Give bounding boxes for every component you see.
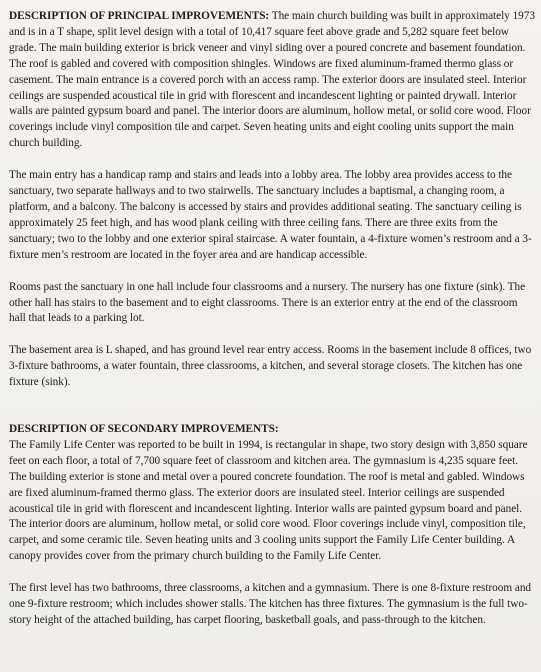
principal-paragraph-1-text: The main church building was built in approximately 1973 and is in a T shape, split level design with a total of 10,417 square feet above grade and 5,282 square feet below grade. The main building exterior is brick veneer and vinyl siding over a poured concrete and basement foundation. The roof is gabled and covered with composition shingles. Windows are fixed aluminum-framed thermo glass or casement. The main entrance is a covered porch with an access ramp. The exterior doors are insulated steel. Interior ceilings are suspended acoustical tile in grid with florescent and incandescent lighting or painted drywall. Interior walls are painted gypsum board and panel. The interior doors are aluminum, hollow metal, or solid core wood. Floor coverings include vinyl composition tile and carpet. Seven heating units and eight cooling units support the main church building. <box>9 10 535 150</box>
secondary-paragraph-2: The first level has two bathrooms, three classrooms, a kitchen and a gymnasium. There is one 8-fixture restroom and one 9-fixture restroom; which includes shower stalls. The kitchen has three fixtures. The gymnasium is the full two-story height of the attached building, has carpet flooring, basketball goals, and pass-through to the kitchen. <box>9 582 532 626</box>
secondary-paragraph-1: The Family Life Center was reported to be built in 1994, is rectangular in shape, two story design with 3,850 square feet on each floor, a total of 7,700 square feet of classroom and kitchen area. The gymnasium is 4,235 square feet. The building exterior is stone and metal over a poured concrete foundation. The roof is metal and gabled. Windows are fixed aluminum-framed thermo glass. The exterior doors are insulated steel. Interior ceilings are suspended acoustical tile in grid with florescent and incandescent lighting. Interior walls are painted gypsum board and panel. The interior doors are aluminum, hollow metal, or solid core wood. Floor coverings include vinyl, composition tile, carpet, and some ceramic tile. Seven heating units and 3 cooling units support the Family Life Center building. A canopy provides cover from the primary church building to the Family Life Center. <box>9 438 528 563</box>
spacer <box>9 327 535 343</box>
spacer <box>9 391 535 422</box>
spacer <box>9 264 535 280</box>
principal-paragraph-3: Rooms past the sanctuary in one hall include four classrooms and a nursery. The nursery has one fixture (sink). The other hall has stairs to the basement and to eight classrooms. There is an exterior entry at the end of the classroom hall that leads to a parking lot. <box>9 280 526 325</box>
principal-heading: DESCRIPTION OF PRINCIPAL IMPROVEMENTS: <box>9 10 270 22</box>
spacer <box>9 152 535 168</box>
principal-paragraph-1 <box>9 9 535 152</box>
principal-paragraph-2: The main entry has a handicap ramp and stairs and leads into a lobby area. The lobby area provides access to the sanctuary, two separate hallways and to two stairwells. The sanctuary includes a baptismal, a changing room, a platform, and a balcony. The balcony is accessed by stairs and provides additional seating. The sanctuary ceiling is approximately 25 feet high, and has wood plank ceiling with three ceiling fans. There are three exits from the sanctuary; two to the lobby and one exterior spiral staircase. A water fountain, a 4-fixture women’s restroom and a 3-fixture men’s restroom are located in the foyer area and are handicap accessible. <box>9 169 532 261</box>
secondary-heading: DESCRIPTION OF SECONDARY IMPROVEMENTS: <box>9 423 279 436</box>
spacer <box>9 565 535 581</box>
principal-paragraph-4: The basement area is L shaped, and has ground level rear entry access. Rooms in the basement include 8 offices, two 3-fixture bathrooms, a water fountain, three classrooms, a kitchen, and several storage closets. The kitchen has one fixture (sink). <box>9 344 532 389</box>
